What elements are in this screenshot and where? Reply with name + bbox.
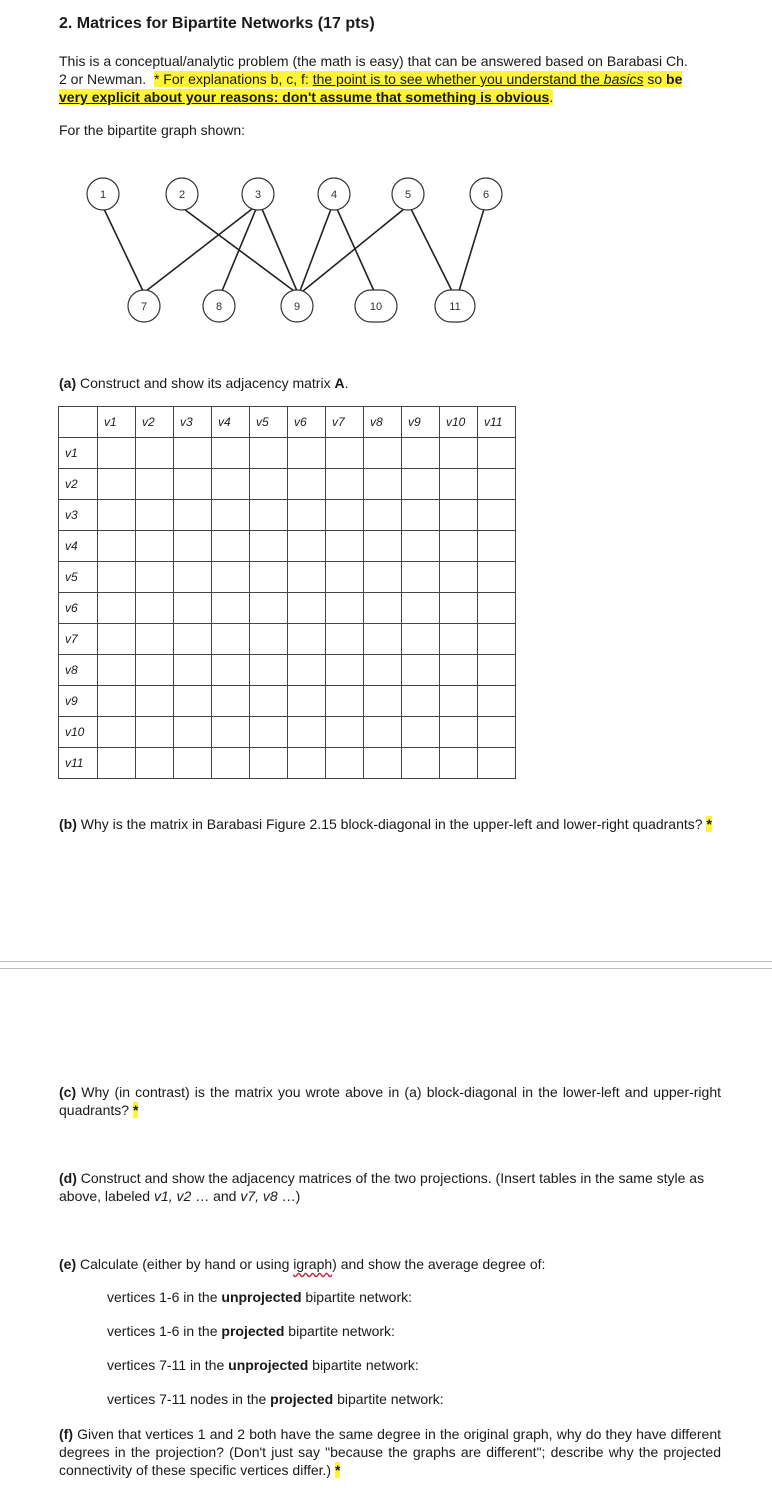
matrix-cell[interactable]: [174, 748, 212, 779]
matrix-cell[interactable]: [402, 686, 440, 717]
matrix-cell[interactable]: [212, 686, 250, 717]
question-a-end: .: [344, 375, 349, 391]
matrix-cell[interactable]: [402, 469, 440, 500]
column-header: v11: [478, 407, 516, 438]
matrix-cell[interactable]: [250, 438, 288, 469]
question-e-text-2: ) and show the average degree of:: [332, 1256, 546, 1272]
matrix-cell[interactable]: [326, 500, 364, 531]
row-header: v7: [59, 624, 98, 655]
matrix-cell[interactable]: [326, 624, 364, 655]
row-header: v5: [59, 562, 98, 593]
node-8: [203, 290, 235, 322]
table-row: [59, 748, 516, 779]
question-f: [59, 1425, 721, 1479]
row-header: v8: [59, 655, 98, 686]
matrix-cell[interactable]: [288, 469, 326, 500]
matrix-cell[interactable]: [136, 717, 174, 748]
page-title: 2. Matrices for Bipartite Networks (17 pts): [59, 15, 375, 32]
matrix-cell[interactable]: [402, 500, 440, 531]
matrix-cell[interactable]: [478, 655, 516, 686]
intro-period: .: [549, 89, 554, 105]
matrix-cell[interactable]: [98, 624, 136, 655]
question-d-italic-2: v7, v8: [240, 1188, 278, 1204]
matrix-cell[interactable]: [402, 593, 440, 624]
column-header: v5: [250, 407, 288, 438]
intro-line-3: [59, 88, 721, 106]
node-label-11: 11: [449, 301, 461, 313]
matrix-cell[interactable]: [288, 717, 326, 748]
question-a: [59, 374, 721, 392]
intro-be: be: [666, 71, 683, 87]
row-header: v6: [59, 593, 98, 624]
matrix-cell[interactable]: [478, 469, 516, 500]
matrix-cell[interactable]: [250, 562, 288, 593]
question-e-item: [107, 1289, 412, 1306]
matrix-cell[interactable]: [174, 655, 212, 686]
matrix-cell[interactable]: [212, 748, 250, 779]
item-post: bipartite network:: [333, 1391, 444, 1407]
item-pre: vertices 1-6 in the: [107, 1289, 222, 1305]
row-header: v1: [59, 438, 98, 469]
node-label-1: 1: [99, 189, 107, 201]
node-11: [435, 290, 475, 322]
node-label-2: 2: [178, 189, 186, 201]
matrix-cell[interactable]: [364, 748, 402, 779]
matrix-cell[interactable]: [364, 624, 402, 655]
node-4: [318, 178, 350, 210]
node-9: [281, 290, 313, 322]
matrix-cell[interactable]: [212, 593, 250, 624]
matrix-cell[interactable]: [174, 562, 212, 593]
matrix-cell[interactable]: [364, 562, 402, 593]
top-nodes: [87, 178, 502, 210]
matrix-cell[interactable]: [212, 500, 250, 531]
matrix-cell[interactable]: [288, 500, 326, 531]
question-c: [59, 1083, 721, 1119]
matrix-cell[interactable]: [136, 655, 174, 686]
matrix-cell[interactable]: [402, 655, 440, 686]
matrix-cell[interactable]: [212, 562, 250, 593]
column-header: v3: [174, 407, 212, 438]
question-a-text: Construct and show its adjacency matrix: [76, 375, 335, 391]
matrix-cell[interactable]: [136, 531, 174, 562]
matrix-cell[interactable]: [250, 748, 288, 779]
column-header: v4: [212, 407, 250, 438]
matrix-cell[interactable]: [136, 748, 174, 779]
matrix-cell[interactable]: [174, 531, 212, 562]
item-post: bipartite network:: [308, 1357, 419, 1373]
matrix-cell[interactable]: [174, 686, 212, 717]
edge-3-9: [262, 209, 297, 291]
matrix-cell[interactable]: [326, 562, 364, 593]
matrix-cell[interactable]: [364, 593, 402, 624]
item-post: bipartite network:: [284, 1323, 395, 1339]
question-f-star: *: [334, 1462, 341, 1478]
matrix-cell[interactable]: [288, 686, 326, 717]
matrix-cell[interactable]: [136, 469, 174, 500]
matrix-cell[interactable]: [174, 717, 212, 748]
matrix-cell[interactable]: [440, 500, 478, 531]
matrix-cell[interactable]: [364, 686, 402, 717]
question-c-text: Why (in contrast) is the matrix you wrote above in (a) block-diagonal in the lower-left and upper-right quadrants?: [59, 1084, 721, 1118]
matrix-cell[interactable]: [98, 717, 136, 748]
matrix-cell[interactable]: [250, 686, 288, 717]
matrix-cell[interactable]: [174, 469, 212, 500]
matrix-cell[interactable]: [478, 717, 516, 748]
matrix-cell[interactable]: [212, 655, 250, 686]
row-header: v2: [59, 469, 98, 500]
matrix-cell[interactable]: [212, 624, 250, 655]
matrix-cell[interactable]: [478, 624, 516, 655]
row-header: v11: [59, 748, 98, 779]
matrix-cell[interactable]: [212, 531, 250, 562]
matrix-cell[interactable]: [326, 438, 364, 469]
matrix-cell[interactable]: [478, 438, 516, 469]
matrix-cell[interactable]: [212, 469, 250, 500]
question-e: [59, 1255, 721, 1273]
matrix-cell[interactable]: [98, 686, 136, 717]
question-b: [59, 815, 721, 833]
matrix-cell[interactable]: [478, 500, 516, 531]
intro-highlight: [154, 71, 682, 87]
node-label-10: 10: [369, 301, 383, 313]
matrix-cell[interactable]: [288, 748, 326, 779]
table-row: [59, 531, 516, 562]
matrix-cell[interactable]: [136, 593, 174, 624]
matrix-cell[interactable]: [288, 593, 326, 624]
row-header: v3: [59, 500, 98, 531]
edge-5-9: [303, 209, 404, 291]
item-bold: projected: [221, 1323, 285, 1339]
item-pre: vertices 7-11 nodes in the: [107, 1391, 271, 1407]
node-label-8: 8: [215, 301, 223, 313]
bipartite-graph: [0, 165, 772, 340]
table-row: [59, 438, 516, 469]
matrix-cell[interactable]: [326, 748, 364, 779]
question-f-text: Given that vertices 1 and 2 both have the same degree in the original graph, why do they have different degrees in the projection? (Don't just say "because the graphs are different"; describe why the projected connectivity of these specific vertices differ.): [59, 1426, 721, 1478]
matrix-cell[interactable]: [364, 717, 402, 748]
matrix-cell[interactable]: [98, 562, 136, 593]
column-header: v8: [364, 407, 402, 438]
question-e-igraph: igraph: [293, 1256, 333, 1272]
node-label-3: 3: [254, 189, 262, 201]
matrix-cell[interactable]: [440, 593, 478, 624]
intro-line-1: This is a conceptual/analytic problem (the math is easy) that can be answered based on Barabasi Ch.: [59, 53, 688, 69]
page-divider: [0, 968, 772, 969]
matrix-cell[interactable]: [98, 593, 136, 624]
node-6: [470, 178, 502, 210]
matrix-cell[interactable]: [250, 624, 288, 655]
matrix-cell[interactable]: [440, 531, 478, 562]
edge-4-10: [337, 209, 374, 291]
adjacency-matrix-table: [58, 406, 516, 779]
for-graph-text: For the bipartite graph shown:: [59, 122, 245, 138]
question-e-item: [107, 1323, 395, 1340]
matrix-cell[interactable]: [136, 562, 174, 593]
matrix-cell[interactable]: [478, 562, 516, 593]
matrix-cell[interactable]: [288, 438, 326, 469]
matrix-cell[interactable]: [212, 438, 250, 469]
matrix-cell[interactable]: [440, 717, 478, 748]
table-corner-cell: [59, 407, 98, 438]
intro-star: * For explanations b, c, f:: [153, 71, 313, 87]
intro-explicit: very explicit about your reasons: don't assume that something is obvious: [59, 89, 550, 105]
matrix-cell[interactable]: [440, 624, 478, 655]
node-label-6: 6: [482, 189, 490, 201]
intro-so: so: [643, 71, 667, 87]
item-pre: vertices 7-11 in the: [107, 1357, 229, 1373]
question-d-italic-1: v1, v2: [153, 1188, 192, 1204]
edge-4-9: [300, 209, 331, 291]
page-divider: [0, 961, 772, 962]
question-c-label: (c): [59, 1084, 77, 1100]
matrix-cell[interactable]: [402, 438, 440, 469]
table-row: [59, 624, 516, 655]
matrix-cell[interactable]: [174, 438, 212, 469]
matrix-cell[interactable]: [364, 469, 402, 500]
matrix-cell[interactable]: [402, 531, 440, 562]
column-header: v9: [402, 407, 440, 438]
matrix-cell[interactable]: [98, 748, 136, 779]
matrix-cell[interactable]: [98, 469, 136, 500]
matrix-cell[interactable]: [440, 438, 478, 469]
table-row: [59, 717, 516, 748]
question-b-text: Why is the matrix in Barabasi Figure 2.15 block-diagonal in the upper-left and lower-right quadrants?: [76, 816, 707, 832]
question-d-text-3: …): [277, 1188, 301, 1204]
matrix-cell[interactable]: [288, 531, 326, 562]
node-7: [128, 290, 160, 322]
question-f-label: (f): [59, 1426, 73, 1442]
matrix-cell[interactable]: [136, 500, 174, 531]
matrix-cell[interactable]: [326, 655, 364, 686]
matrix-cell[interactable]: [402, 624, 440, 655]
intro-line-2-text: 2 or Newman.: [59, 71, 147, 87]
matrix-cell[interactable]: [364, 500, 402, 531]
table-header-row: [59, 407, 516, 438]
matrix-cell[interactable]: [288, 624, 326, 655]
node-1: [87, 178, 119, 210]
edge-6-11: [459, 209, 484, 291]
matrix-cell[interactable]: [174, 593, 212, 624]
column-header: v6: [288, 407, 326, 438]
matrix-cell[interactable]: [98, 655, 136, 686]
question-d-label: (d): [59, 1170, 77, 1186]
item-pre: vertices 1-6 in the: [107, 1323, 222, 1339]
edge-1-7: [104, 209, 143, 291]
matrix-cell[interactable]: [250, 531, 288, 562]
matrix-cell[interactable]: [478, 748, 516, 779]
node-label-5: 5: [404, 189, 412, 201]
question-e-text-1: Calculate (either by hand or using: [76, 1256, 294, 1272]
node-3: [242, 178, 274, 210]
question-e-label: (e): [59, 1256, 77, 1272]
matrix-cell[interactable]: [98, 500, 136, 531]
row-header: v4: [59, 531, 98, 562]
matrix-cell[interactable]: [98, 531, 136, 562]
question-a-label: (a): [59, 375, 77, 391]
node-2: [166, 178, 198, 210]
matrix-cell[interactable]: [98, 438, 136, 469]
intro-line-2: [59, 70, 721, 88]
column-header: v7: [326, 407, 364, 438]
question-b-star: *: [706, 816, 712, 832]
matrix-cell[interactable]: [250, 655, 288, 686]
node-10: [355, 290, 397, 322]
item-bold: unprojected: [228, 1357, 309, 1373]
matrix-cell[interactable]: [478, 686, 516, 717]
question-d-text-1: Construct and show the adjacency matrices of the two projections. (Insert tables in the same style as above, labeled: [59, 1170, 705, 1204]
matrix-cell[interactable]: [250, 593, 288, 624]
intro-under-text: the point is to see whether you understand the: [312, 71, 604, 87]
bottom-nodes: [128, 290, 475, 322]
intro-paragraph: [59, 52, 721, 106]
column-header: v10: [440, 407, 478, 438]
matrix-cell[interactable]: [478, 593, 516, 624]
graph-edges: [104, 209, 484, 291]
node-label-4: 4: [330, 189, 338, 201]
matrix-cell[interactable]: [136, 686, 174, 717]
matrix-cell[interactable]: [136, 624, 174, 655]
matrix-cell[interactable]: [440, 655, 478, 686]
node-label-9: 9: [293, 301, 301, 313]
table-row: [59, 500, 516, 531]
matrix-cell[interactable]: [250, 469, 288, 500]
item-bold: projected: [270, 1391, 334, 1407]
column-header: v1: [98, 407, 136, 438]
table-row: [59, 655, 516, 686]
row-header: v9: [59, 686, 98, 717]
question-e-item: [107, 1357, 419, 1374]
matrix-cell[interactable]: [288, 562, 326, 593]
edge-3-7: [146, 209, 252, 291]
table-row: [59, 469, 516, 500]
matrix-cell[interactable]: [478, 531, 516, 562]
table-row: [59, 593, 516, 624]
matrix-cell[interactable]: [326, 531, 364, 562]
question-d-text-2: … and: [191, 1188, 241, 1204]
column-header: v2: [136, 407, 174, 438]
node-5: [392, 178, 424, 210]
matrix-cell[interactable]: [440, 469, 478, 500]
matrix-cell[interactable]: [326, 593, 364, 624]
intro-underlined: [313, 71, 644, 87]
matrix-cell[interactable]: [402, 717, 440, 748]
matrix-cell[interactable]: [440, 562, 478, 593]
question-a-matrix: A: [334, 375, 345, 391]
item-bold: unprojected: [221, 1289, 302, 1305]
question-c-star: *: [132, 1102, 139, 1118]
matrix-cell[interactable]: [174, 500, 212, 531]
node-label-7: 7: [140, 301, 148, 313]
matrix-cell[interactable]: [440, 748, 478, 779]
matrix-cell[interactable]: [250, 500, 288, 531]
matrix-cell[interactable]: [440, 686, 478, 717]
item-post: bipartite network:: [301, 1289, 413, 1305]
intro-basics: basics: [603, 71, 644, 87]
matrix-cell[interactable]: [212, 717, 250, 748]
matrix-cell[interactable]: [326, 686, 364, 717]
matrix-cell[interactable]: [402, 562, 440, 593]
matrix-cell[interactable]: [402, 748, 440, 779]
question-b-label: (b): [59, 816, 77, 832]
question-e-item: [107, 1391, 444, 1408]
matrix-cell[interactable]: [364, 655, 402, 686]
matrix-cell[interactable]: [288, 655, 326, 686]
table-row: [59, 562, 516, 593]
matrix-cell[interactable]: [136, 438, 174, 469]
matrix-cell[interactable]: [250, 717, 288, 748]
matrix-cell[interactable]: [364, 531, 402, 562]
edge-3-8: [222, 209, 256, 291]
matrix-cell[interactable]: [174, 624, 212, 655]
matrix-cell[interactable]: [364, 438, 402, 469]
edge-5-11: [411, 209, 452, 291]
matrix-cell[interactable]: [326, 717, 364, 748]
row-header: v10: [59, 717, 98, 748]
matrix-cell[interactable]: [326, 469, 364, 500]
table-row: [59, 686, 516, 717]
question-d: [59, 1169, 721, 1205]
